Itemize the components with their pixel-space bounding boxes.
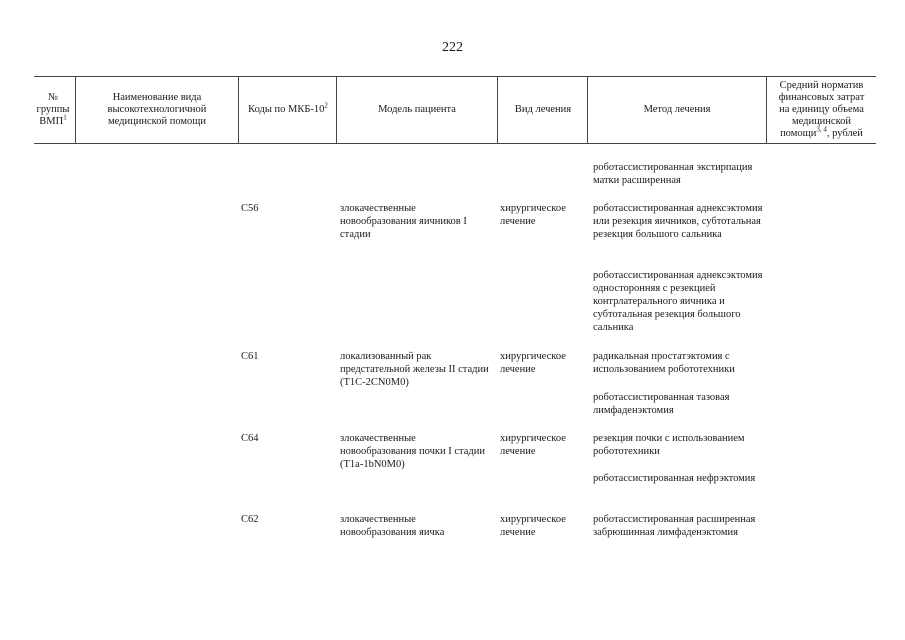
header-care-type: Наименование вида высокотехнологичной медицинской помощи [107,92,207,127]
method-cell: роботассистированная расширенная забрюшинная лимфаденэктомия [593,514,756,538]
icd-code-cell: C64 [241,433,259,444]
icd-code-cell: C62 [241,514,259,525]
treatment-type-cell: хирургическое лечение [500,433,566,457]
method-cell: роботассистированная аднексэктомия односторонняя с резекцией контрлатерального яичника и субтотальная резекция большого сальника [593,270,763,333]
icd-code-cell: C61 [241,351,259,362]
method-cell: роботассистированная экстирпация матки расширенная [593,162,753,186]
header-patient-model: Модель пациента [378,104,456,115]
patient-model-cell: злокачественные новообразования яичников I стадии [340,203,467,240]
header-cost-standard: Средний норматив финансовых затрат на единицу объема медицинской помощи$^{3, 4}$, рублей [778,80,865,139]
treatment-type-cell: хирургическое лечение [500,514,566,538]
header-group-number: № группы ВМП$^1$ [36,92,70,127]
header-icd-codes: Коды по МКБ-$10^2$ [248,101,328,115]
method-cell: радикальная простатэктомия с использованием робототехники [593,351,735,375]
patient-model-cell: локализованный рак предстательной железы II стадии (T1C-2CN0M0) [340,351,489,388]
treatment-type-cell: хирургическое лечение [500,203,566,227]
method-cell: роботассистированная нефрэктомия [593,473,756,484]
method-cell: резекция почки с использованием робототехники [593,433,745,457]
treatment-type-cell: хирургическое лечение [500,351,566,375]
header-treatment-method: Метод лечения [643,104,711,115]
icd-code-cell: C56 [241,203,259,214]
table-header [34,76,876,144]
header-treatment-type: Вид лечения [514,104,572,115]
patient-model-cell: злокачественные новообразования яичка [340,514,445,538]
patient-model-cell: злокачественные новообразования почки I стадии (T1a-1bN0M0) [340,433,485,470]
page-number: 222 [442,40,463,55]
method-cell: роботассистированная аднексэктомия или резекция яичников, субтотальная резекция большого сальника [593,203,763,240]
method-cell: роботассистированная тазовая лимфаденэктомия [593,392,730,416]
